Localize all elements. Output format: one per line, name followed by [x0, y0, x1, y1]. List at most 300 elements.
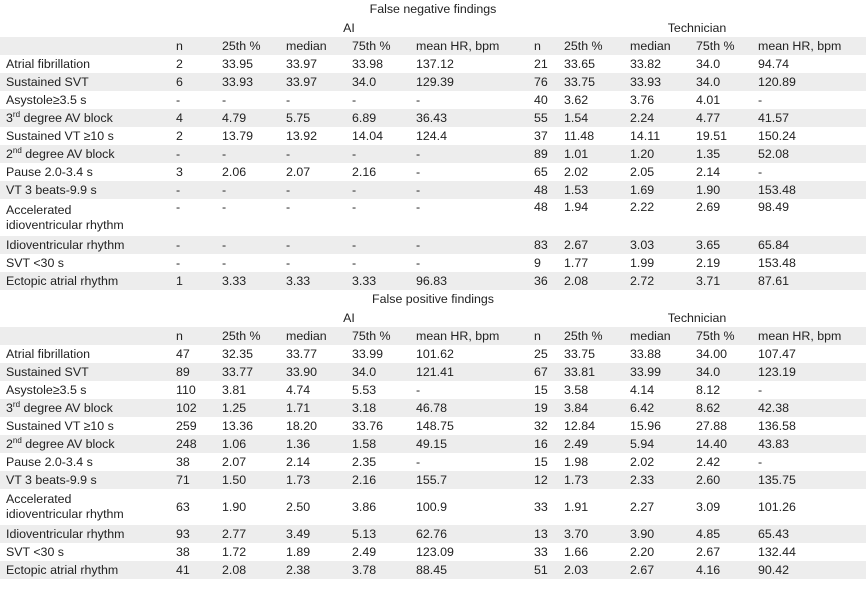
- table-row: [0, 417, 866, 435]
- table-row: [0, 399, 866, 417]
- row-label-text: Sustained VT ≥10 s: [6, 129, 114, 143]
- table-row: [0, 163, 866, 181]
- row-label-text: Sustained VT ≥10 s: [6, 419, 114, 433]
- cell-tech: 36: [528, 272, 558, 290]
- row-label: [0, 345, 170, 363]
- cell-ai: 1.89: [286, 545, 311, 559]
- group-label-ai: AI: [343, 21, 355, 35]
- cell-tech: 14.11: [630, 129, 661, 143]
- cell-tech: 3.62: [564, 93, 589, 107]
- cell-tech: 1.98: [564, 455, 589, 469]
- row-label: [0, 453, 170, 471]
- cell-tech: 33.81: [558, 363, 624, 381]
- cell-ai: 14.04: [352, 129, 384, 143]
- cell-tech: 1.01: [558, 145, 624, 163]
- cell-tech: 34.0: [696, 57, 721, 71]
- cell-tech: 76: [528, 73, 558, 91]
- cell-ai: 3.78: [346, 561, 410, 579]
- column-header: 25th %: [558, 327, 624, 345]
- table-row: [0, 73, 866, 91]
- cell-ai: 38: [176, 545, 190, 559]
- table-row: [0, 199, 866, 236]
- row-label: [0, 91, 170, 109]
- cell-ai: 101.62: [416, 347, 454, 361]
- cell-tech: 9: [534, 256, 541, 270]
- row-label: [0, 272, 170, 290]
- cell-ai: 121.41: [410, 363, 528, 381]
- cell-tech: 3.76: [630, 93, 655, 107]
- row-label-number: 2: [6, 147, 13, 161]
- cell-tech: 1.91: [564, 499, 589, 514]
- cell-tech: 11.48: [564, 129, 595, 143]
- cell-tech: 2.02: [630, 455, 655, 469]
- cell-ai: 6: [170, 73, 216, 91]
- row-label: [0, 543, 170, 561]
- cell-tech: 21: [534, 57, 548, 71]
- cell-ai: 148.75: [416, 419, 454, 433]
- cell-tech: 4.77: [690, 109, 752, 127]
- row-label-text: degree AV block: [20, 111, 113, 125]
- row-label: [0, 55, 170, 73]
- cell-ai: 1.50: [216, 471, 280, 489]
- row-label: [0, 236, 170, 254]
- cell-ai: 155.7: [410, 471, 528, 489]
- column-header: median: [624, 327, 690, 345]
- cell-ai: -: [416, 200, 421, 214]
- cell-ai: 129.39: [410, 73, 528, 91]
- cell-tech: 1.20: [624, 145, 690, 163]
- cell-ai: 13.92: [286, 129, 318, 143]
- cell-ai: -: [280, 145, 346, 163]
- row-label: [0, 525, 170, 543]
- cell-tech: -: [758, 165, 763, 179]
- cell-ai: 89: [170, 363, 216, 381]
- row-label: [0, 109, 170, 127]
- row-label-number: 3: [6, 111, 13, 125]
- cell-ai: 3.33: [280, 272, 346, 290]
- cell-ai: 3.81: [222, 383, 247, 397]
- cell-tech: 123.19: [752, 363, 866, 381]
- cell-ai: 1.90: [222, 499, 247, 514]
- cell-tech: 42.38: [752, 399, 866, 417]
- cell-ai: 1.58: [346, 435, 410, 453]
- cell-tech: 1.99: [630, 256, 655, 270]
- cell-tech: 2.42: [696, 455, 721, 469]
- cell-ai: 2.06: [222, 165, 247, 179]
- cell-ai: 33.77: [286, 347, 318, 361]
- cell-tech: 55: [528, 109, 558, 127]
- cell-tech: 33.75: [558, 73, 624, 91]
- cell-ai: 33.76: [352, 419, 384, 433]
- cell-tech: 1.69: [624, 181, 690, 199]
- cell-tech: 90.42: [752, 561, 866, 579]
- cell-ai: 88.45: [410, 561, 528, 579]
- cell-ai: -: [416, 455, 421, 469]
- row-label: [0, 399, 170, 417]
- cell-tech: 40: [534, 93, 548, 107]
- cell-ai: -: [222, 200, 227, 214]
- cell-ai: -: [216, 145, 280, 163]
- row-label-text: Sustained SVT: [6, 75, 89, 89]
- table-row: [0, 525, 866, 543]
- cell-ai: 2: [176, 129, 183, 143]
- cell-ai: -: [416, 383, 421, 397]
- cell-tech: 1.66: [564, 545, 589, 559]
- table-row: [0, 91, 866, 109]
- row-label-text: Asystole≥3.5 s: [6, 383, 87, 397]
- cell-tech: 153.48: [758, 256, 796, 270]
- cell-ai: 46.78: [410, 399, 528, 417]
- cell-ai: 2.08: [216, 561, 280, 579]
- cell-tech: -: [758, 93, 763, 107]
- table-row: [0, 489, 866, 525]
- row-label-text: VT 3 beats-9.9 s: [6, 183, 97, 197]
- row-label-text-line2: idioventricular rhythm: [6, 507, 124, 521]
- row-label-text: Accelerated: [6, 492, 72, 506]
- cell-tech: 32: [534, 419, 548, 433]
- cell-ai: 102: [170, 399, 216, 417]
- row-label-text: VT 3 beats-9.9 s: [6, 473, 97, 487]
- cell-tech: 34.00: [696, 347, 728, 361]
- cell-tech: 2.33: [624, 471, 690, 489]
- cell-ai: -: [352, 93, 357, 107]
- cell-tech: 2.67: [624, 561, 690, 579]
- column-header: n: [170, 327, 216, 345]
- row-label: [0, 199, 170, 236]
- cell-tech: 67: [528, 363, 558, 381]
- cell-ai: 36.43: [410, 109, 528, 127]
- cell-ai: 33.90: [280, 363, 346, 381]
- cell-tech: 33.88: [630, 347, 662, 361]
- cell-tech: 1.53: [558, 181, 624, 199]
- cell-tech: 12: [528, 471, 558, 489]
- column-header: mean HR, bpm: [752, 37, 866, 55]
- cell-tech: 2.67: [696, 545, 721, 559]
- row-label-text: SVT <30 s: [6, 256, 64, 270]
- cell-tech: 65.43: [752, 525, 866, 543]
- cell-tech: 153.48: [752, 181, 866, 199]
- column-header: n: [528, 327, 558, 345]
- row-label: [0, 254, 170, 272]
- cell-tech: 34.0: [690, 363, 752, 381]
- cell-tech: 65: [534, 165, 548, 179]
- table-row: [0, 345, 866, 363]
- table-row: [0, 435, 866, 453]
- cell-ai: -: [286, 256, 291, 270]
- cell-tech: 25: [534, 347, 548, 361]
- cell-tech: 1.77: [564, 256, 589, 270]
- row-label-text: Idioventricular rhythm: [6, 527, 125, 541]
- section-title: False negative findings: [0, 0, 866, 19]
- column-header: n: [528, 37, 558, 55]
- table-row: [0, 272, 866, 290]
- column-header: 25th %: [558, 37, 624, 55]
- cell-tech: 4.85: [690, 525, 752, 543]
- row-label: [0, 435, 170, 453]
- group-label-ai: AI: [343, 311, 355, 325]
- cell-ai: -: [170, 145, 216, 163]
- table-row: [0, 561, 866, 579]
- row-label-text: degree AV block: [21, 147, 115, 161]
- cell-ai: -: [170, 236, 216, 254]
- table-row: [0, 145, 866, 163]
- table-row: [0, 543, 866, 561]
- cell-tech: 1.73: [558, 471, 624, 489]
- cell-ai: 13.79: [222, 129, 254, 143]
- cell-ai: 3.49: [280, 525, 346, 543]
- cell-ai: -: [346, 181, 410, 199]
- row-label-text: Accelerated: [6, 202, 72, 217]
- row-label-ordinal: nd: [12, 435, 22, 445]
- row-label: [0, 127, 170, 145]
- cell-ai: -: [286, 200, 291, 214]
- cell-ai: 38: [176, 455, 190, 469]
- cell-ai: 93: [170, 525, 216, 543]
- row-label-text: Atrial fibrillation: [6, 347, 91, 361]
- cell-ai: -: [280, 236, 346, 254]
- cell-tech: 3.65: [690, 236, 752, 254]
- row-label-number: 3: [6, 401, 13, 415]
- column-header: mean HR, bpm: [410, 37, 528, 55]
- cell-tech: 33.93: [624, 73, 690, 91]
- cell-ai: 2.49: [352, 545, 377, 559]
- cell-tech: 2.20: [630, 545, 655, 559]
- cell-ai: 5.75: [280, 109, 346, 127]
- cell-tech: 3.70: [558, 525, 624, 543]
- row-label-number: 2: [6, 437, 13, 451]
- row-label: [0, 489, 170, 525]
- cell-tech: -: [758, 383, 763, 397]
- cell-ai: 33.97: [280, 73, 346, 91]
- group-header-row: [0, 309, 866, 327]
- cell-ai: 3.33: [216, 272, 280, 290]
- cell-ai: -: [222, 93, 227, 107]
- column-header: mean HR, bpm: [752, 327, 866, 345]
- cell-tech: 37: [534, 129, 548, 143]
- table-row: [0, 254, 866, 272]
- cell-ai: 259: [176, 419, 197, 433]
- column-header: 25th %: [216, 327, 280, 345]
- cell-ai: -: [170, 181, 216, 199]
- cell-tech: 2.24: [624, 109, 690, 127]
- cell-tech: 2.72: [624, 272, 690, 290]
- group-header-row: [0, 19, 866, 37]
- table-row: [0, 453, 866, 471]
- row-label: [0, 417, 170, 435]
- cell-ai: 33.99: [352, 347, 384, 361]
- cell-ai: 123.09: [416, 545, 454, 559]
- cell-ai: 2.07: [222, 455, 247, 469]
- row-label-text: Pause 2.0-3.4 s: [6, 165, 93, 179]
- cell-tech: 33.99: [624, 363, 690, 381]
- cell-ai: 100.9: [416, 499, 448, 514]
- cell-ai: 1.25: [216, 399, 280, 417]
- cell-tech: 1.35: [690, 145, 752, 163]
- column-header: n: [170, 37, 216, 55]
- cell-tech: 41.57: [752, 109, 866, 127]
- cell-tech: 3.71: [690, 272, 752, 290]
- row-label: [0, 163, 170, 181]
- cell-tech: 8.12: [696, 383, 721, 397]
- cell-tech: 48: [534, 200, 548, 214]
- cell-tech: 3.03: [624, 236, 690, 254]
- row-label-text: Ectopic atrial rhythm: [6, 563, 119, 577]
- cell-ai: 33.97: [286, 57, 318, 71]
- row-label: [0, 381, 170, 399]
- cell-ai: 110: [176, 383, 196, 397]
- cell-tech: 6.42: [624, 399, 690, 417]
- row-label: [0, 561, 170, 579]
- cell-ai: 2.50: [286, 499, 311, 514]
- row-label: [0, 73, 170, 91]
- cell-tech: 33: [534, 545, 548, 559]
- cell-tech: 2.02: [564, 165, 589, 179]
- cell-ai: 71: [170, 471, 216, 489]
- cell-ai: 1.71: [280, 399, 346, 417]
- cell-ai: 49.15: [410, 435, 528, 453]
- cell-tech: 150.24: [758, 129, 796, 143]
- column-header-row: [0, 37, 866, 55]
- cell-tech: 2.67: [558, 236, 624, 254]
- row-label-text: Pause 2.0-3.4 s: [6, 455, 93, 469]
- cell-tech: 120.89: [752, 73, 866, 91]
- column-header: median: [624, 37, 690, 55]
- cell-ai: 18.20: [286, 419, 318, 433]
- cell-ai: 33.77: [216, 363, 280, 381]
- cell-ai: 32.35: [222, 347, 254, 361]
- cell-tech: 3.09: [696, 499, 721, 514]
- cell-tech: 33.75: [564, 347, 596, 361]
- cell-tech: 33.82: [630, 57, 662, 71]
- cell-tech: 2.14: [696, 165, 721, 179]
- cell-tech: 2.19: [696, 256, 721, 270]
- cell-ai: 62.76: [410, 525, 528, 543]
- row-label-ordinal: rd: [12, 399, 21, 409]
- cell-ai: 1: [170, 272, 216, 290]
- cell-ai: 3.18: [346, 399, 410, 417]
- cell-ai: 1.36: [280, 435, 346, 453]
- row-label-text: Sustained SVT: [6, 365, 89, 379]
- cell-tech: 65.84: [752, 236, 866, 254]
- cell-ai: -: [176, 256, 181, 270]
- cell-ai: 33.98: [352, 57, 384, 71]
- cell-ai: -: [176, 200, 181, 214]
- cell-ai: -: [352, 256, 357, 270]
- cell-ai: -: [410, 236, 528, 254]
- cell-tech: 1.54: [558, 109, 624, 127]
- table-row: [0, 181, 866, 199]
- cell-ai: 47: [176, 347, 190, 361]
- cell-ai: 4.79: [216, 109, 280, 127]
- cell-ai: 6.89: [346, 109, 410, 127]
- cell-ai: 2.16: [352, 165, 377, 179]
- row-label: [0, 363, 170, 381]
- cell-ai: -: [410, 145, 528, 163]
- cell-tech: 4.16: [690, 561, 752, 579]
- cell-ai: 2.14: [286, 455, 311, 469]
- cell-ai: 33.95: [222, 57, 254, 71]
- cell-tech: 8.62: [690, 399, 752, 417]
- cell-ai: -: [286, 93, 291, 107]
- cell-ai: 2.77: [216, 525, 280, 543]
- row-label-text: SVT <30 s: [6, 545, 64, 559]
- cell-tech: 33.65: [564, 57, 596, 71]
- cell-tech: 107.47: [758, 347, 796, 361]
- table-row: [0, 471, 866, 489]
- cell-tech: 43.83: [752, 435, 866, 453]
- table-row: [0, 127, 866, 145]
- cell-tech: 19: [528, 399, 558, 417]
- row-label: [0, 145, 170, 163]
- cell-ai: 137.12: [416, 57, 454, 71]
- row-label-text: Atrial fibrillation: [6, 57, 91, 71]
- cell-ai: 1.73: [280, 471, 346, 489]
- cell-tech: 15.96: [630, 419, 662, 433]
- cell-tech: 33: [534, 499, 548, 514]
- cell-tech: 15: [534, 383, 548, 397]
- column-header: median: [280, 327, 346, 345]
- cell-tech: 83: [528, 236, 558, 254]
- cell-ai: -: [222, 256, 227, 270]
- cell-ai: 2.38: [280, 561, 346, 579]
- row-label-text: degree AV block: [21, 437, 115, 451]
- cell-tech: -: [758, 455, 763, 469]
- cell-ai: -: [416, 165, 421, 179]
- cell-ai: 3.86: [352, 499, 377, 514]
- cell-tech: 4.01: [696, 93, 721, 107]
- cell-tech: 101.26: [758, 499, 796, 514]
- cell-tech: 27.88: [696, 419, 728, 433]
- cell-tech: 12.84: [564, 419, 596, 433]
- row-label-text: degree AV block: [20, 401, 113, 415]
- cell-ai: 33.93: [216, 73, 280, 91]
- cell-tech: 135.75: [752, 471, 866, 489]
- cell-tech: 3.90: [624, 525, 690, 543]
- cell-ai: -: [346, 236, 410, 254]
- cell-tech: 16: [528, 435, 558, 453]
- cell-tech: 5.94: [624, 435, 690, 453]
- cell-tech: 34.0: [690, 73, 752, 91]
- cell-ai: 2.35: [352, 455, 377, 469]
- cell-tech: 19.51: [696, 129, 728, 143]
- cell-tech: 87.61: [752, 272, 866, 290]
- findings-table: [0, 19, 866, 290]
- row-label: [0, 471, 170, 489]
- cell-tech: 2.22: [630, 200, 655, 214]
- cell-ai: -: [216, 236, 280, 254]
- cell-tech: 2.69: [696, 200, 721, 214]
- column-header: 25th %: [216, 37, 280, 55]
- cell-ai: 41: [170, 561, 216, 579]
- cell-tech: 3.84: [558, 399, 624, 417]
- cell-tech: 48: [528, 181, 558, 199]
- cell-ai: -: [216, 181, 280, 199]
- table-row: [0, 109, 866, 127]
- cell-ai: 13.36: [222, 419, 254, 433]
- cell-tech: 15: [534, 455, 548, 469]
- cell-ai: 4.74: [286, 383, 311, 397]
- group-label-technician: Technician: [667, 21, 727, 35]
- cell-ai: 124.4: [416, 129, 448, 143]
- cell-tech: 89: [528, 145, 558, 163]
- cell-tech: 4.14: [630, 383, 655, 397]
- row-label: [0, 181, 170, 199]
- table-row: [0, 363, 866, 381]
- cell-ai: -: [410, 181, 528, 199]
- cell-ai: 3: [176, 165, 183, 179]
- cell-ai: 5.13: [346, 525, 410, 543]
- row-label-text-line2: idioventricular rhythm: [6, 217, 124, 232]
